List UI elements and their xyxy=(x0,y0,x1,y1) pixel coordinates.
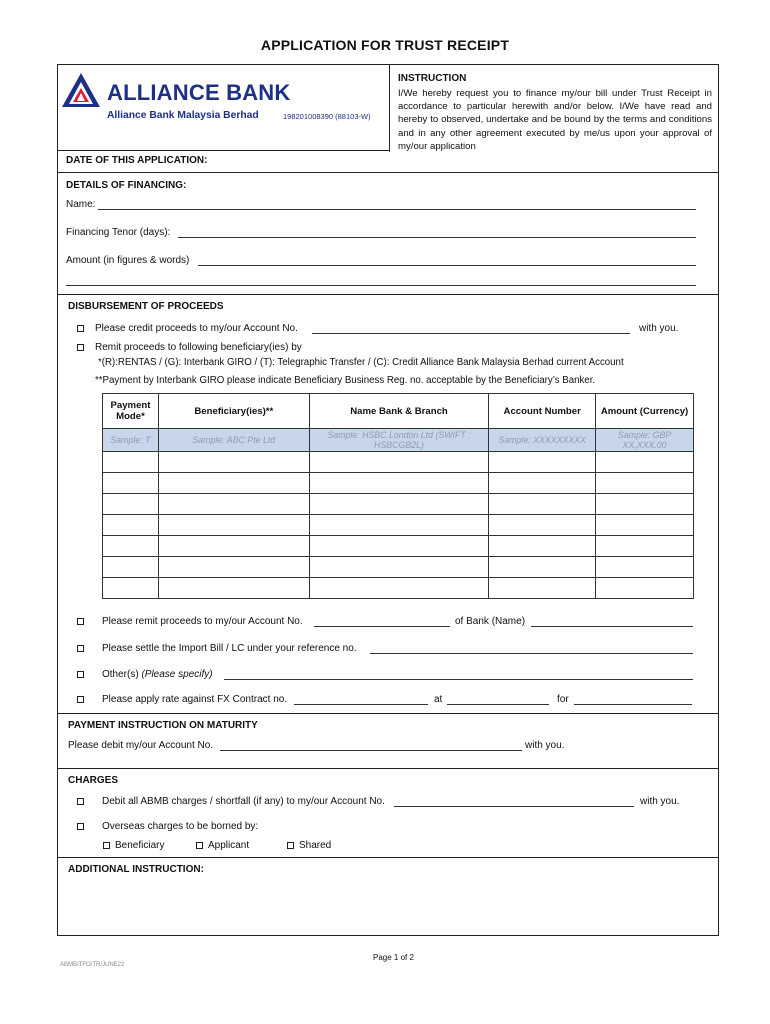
name-input[interactable] xyxy=(98,209,696,210)
cell-account-number-input[interactable] xyxy=(489,536,596,557)
fx-amount-input[interactable] xyxy=(574,704,692,705)
alliance-bank-logo-icon xyxy=(61,72,101,108)
section-rule xyxy=(57,768,719,769)
applicant-checkbox[interactable] xyxy=(196,842,203,849)
beneficiary-table xyxy=(102,393,694,599)
form-code: ABMB/TFO/TR/JUNE22 xyxy=(60,962,125,968)
cell-beneficiary-input[interactable] xyxy=(158,557,309,578)
maturity-heading: PAYMENT INSTRUCTION ON MATURITY xyxy=(68,720,258,731)
cell-amount-input[interactable] xyxy=(596,515,694,536)
bank-registration-no: 198201008390 (88103-W) xyxy=(283,112,371,121)
credit-account-input[interactable] xyxy=(312,333,630,334)
maturity-debit-suffix: with you. xyxy=(525,740,565,751)
cell-account-number-input[interactable] xyxy=(489,557,596,578)
cell-amount-input[interactable] xyxy=(596,494,694,515)
sample-bank-branch: Sample: HSBC London Ltd (SWIFT : HSBCGB2L) xyxy=(309,429,489,452)
cell-payment-mode-input[interactable] xyxy=(103,515,159,536)
remit-account-input[interactable] xyxy=(314,626,450,627)
charges-account-input[interactable] xyxy=(394,806,634,807)
beneficiary-checkbox[interactable] xyxy=(103,842,110,849)
cell-beneficiary-input[interactable] xyxy=(158,515,309,536)
cell-bank-branch-input[interactable] xyxy=(309,557,489,578)
date-of-application-label: DATE OF THIS APPLICATION: xyxy=(66,155,208,166)
instruction-body: I/We hereby request you to finance my/our bill under Trust Receipt in accordance to particular herewith and/or below. I/We have read and hereby to observed, undertake and be bound by the terms and conditions and in any other agreement executed by me/us upon your approval of my/our application xyxy=(398,88,712,152)
sample-amount: Sample: GBP XX,XXX.00 xyxy=(596,429,694,452)
settle-reference-input[interactable] xyxy=(370,653,693,654)
credit-account-suffix: with you. xyxy=(639,323,679,334)
col-bank-branch: Name Bank & Branch xyxy=(309,394,489,429)
cell-beneficiary-input[interactable] xyxy=(158,536,309,557)
cell-account-number-input[interactable] xyxy=(489,578,596,599)
others-input[interactable] xyxy=(224,679,693,680)
amount-words-input[interactable] xyxy=(66,285,696,286)
giro-note: **Payment by Interbank GIRO please indicate Beneficiary Business Reg. no. acceptable by the Beneficiary’s Banker. xyxy=(95,375,596,386)
table-row xyxy=(103,557,694,578)
others-label-group xyxy=(102,669,213,680)
cell-bank-branch-input[interactable] xyxy=(309,536,489,557)
table-row xyxy=(103,473,694,494)
cell-payment-mode-input[interactable] xyxy=(103,578,159,599)
others-label: Other(s) xyxy=(102,669,139,680)
additional-instruction-textarea[interactable] xyxy=(60,880,715,932)
others-hint: (Please specify) xyxy=(141,669,213,680)
bank-legal-name: Alliance Bank Malaysia Berhad xyxy=(107,110,259,121)
overseas-charges-label: Overseas charges to be borned by: xyxy=(102,821,259,832)
cell-beneficiary-input[interactable] xyxy=(158,452,309,473)
cell-payment-mode-input[interactable] xyxy=(103,473,159,494)
maturity-account-input[interactable] xyxy=(220,750,522,751)
disbursement-heading: DISBURSEMENT OF PROCEEDS xyxy=(68,301,224,312)
page-title: APPLICATION FOR TRUST RECEIPT xyxy=(260,37,510,53)
sample-row xyxy=(103,429,694,452)
name-label: Name: xyxy=(66,199,96,210)
cell-amount-input[interactable] xyxy=(596,578,694,599)
credit-account-label: Please credit proceeds to my/our Account No. xyxy=(95,323,298,334)
remit-beneficiary-label: Remit proceeds to following beneficiary(ies) by xyxy=(95,342,302,353)
amount-label: Amount (in figures & words) xyxy=(66,255,190,266)
cell-payment-mode-input[interactable] xyxy=(103,452,159,473)
cell-bank-branch-input[interactable] xyxy=(309,452,489,473)
overseas-charges-checkbox[interactable] xyxy=(77,823,84,830)
cell-amount-input[interactable] xyxy=(596,452,694,473)
maturity-debit-label: Please debit my/our Account No. xyxy=(68,740,214,751)
col-account-number: Account Number xyxy=(489,394,596,429)
table-row xyxy=(103,515,694,536)
settle-import-label: Please settle the Import Bill / LC under your reference no. xyxy=(102,643,357,654)
remit-beneficiary-checkbox[interactable] xyxy=(77,344,84,351)
fx-rate-input[interactable] xyxy=(447,704,549,705)
table-row xyxy=(103,452,694,473)
cell-amount-input[interactable] xyxy=(596,473,694,494)
section-rule xyxy=(57,172,719,173)
cell-account-number-input[interactable] xyxy=(489,473,596,494)
option-shared-label: Shared xyxy=(299,840,332,851)
date-of-application-input[interactable] xyxy=(214,152,384,168)
header-divider xyxy=(389,64,390,152)
bank-name-input[interactable] xyxy=(531,626,693,627)
fx-contract-label: Please apply rate against FX Contract no. xyxy=(102,694,288,705)
cell-bank-branch-input[interactable] xyxy=(309,515,489,536)
cell-payment-mode-input[interactable] xyxy=(103,536,159,557)
debit-charges-checkbox[interactable] xyxy=(77,798,84,805)
cell-bank-branch-input[interactable] xyxy=(309,473,489,494)
option-shared[interactable] xyxy=(287,840,331,851)
cell-bank-branch-input[interactable] xyxy=(309,578,489,599)
table-header-row xyxy=(103,394,694,429)
remit-account-checkbox[interactable] xyxy=(77,618,84,625)
charges-heading: CHARGES xyxy=(68,775,119,786)
cell-beneficiary-input[interactable] xyxy=(158,494,309,515)
table-row xyxy=(103,494,694,515)
amount-input[interactable] xyxy=(198,265,696,266)
col-beneficiary: Beneficiary(ies)** xyxy=(158,394,309,429)
remit-account-label: Please remit proceeds to my/our Account No. xyxy=(102,616,303,627)
col-amount: Amount (Currency) xyxy=(596,394,694,429)
cell-account-number-input[interactable] xyxy=(489,515,596,536)
table-row xyxy=(103,536,694,557)
of-bank-label: of Bank (Name) xyxy=(455,616,526,627)
cell-beneficiary-input[interactable] xyxy=(158,473,309,494)
cell-beneficiary-input[interactable] xyxy=(158,578,309,599)
sample-beneficiary: Sample: ABC Pte Ltd xyxy=(158,429,309,452)
debit-charges-label: Debit all ABMB charges / shortfall (if any) to my/our Account No. xyxy=(102,796,385,807)
section-rule xyxy=(57,857,719,858)
fx-at-label: at xyxy=(434,694,443,705)
cell-amount-input[interactable] xyxy=(596,536,694,557)
settle-import-checkbox[interactable] xyxy=(77,645,84,652)
table-row xyxy=(103,578,694,599)
additional-heading: ADDITIONAL INSTRUCTION: xyxy=(68,864,204,875)
others-checkbox[interactable] xyxy=(77,671,84,678)
cell-amount-input[interactable] xyxy=(596,557,694,578)
cell-payment-mode-input[interactable] xyxy=(103,557,159,578)
logo-bottom-rule xyxy=(57,150,389,151)
fx-contract-input[interactable] xyxy=(294,704,428,705)
financing-tenor-label: Financing Tenor (days): xyxy=(66,227,171,238)
cell-account-number-input[interactable] xyxy=(489,494,596,515)
option-applicant[interactable] xyxy=(196,840,249,851)
fx-for-label: for xyxy=(557,694,569,705)
col-payment-mode: Payment Mode* xyxy=(103,394,159,429)
sample-account-number: Sample: XXXXXXXXX xyxy=(489,429,596,452)
option-applicant-label: Applicant xyxy=(208,840,250,851)
payment-mode-note: *(R):RENTAS / (G): Interbank GIRO / (T): Telegraphic Transfer / (C): Credit Alliance Bank Malaysia Berhad current Account xyxy=(98,357,624,368)
instruction-heading: INSTRUCTION xyxy=(398,73,467,84)
section-rule xyxy=(57,713,719,714)
option-beneficiary-label: Beneficiary xyxy=(115,840,165,851)
financing-tenor-input[interactable] xyxy=(178,237,696,238)
section-rule xyxy=(57,294,719,295)
debit-charges-suffix: with you. xyxy=(640,796,680,807)
fx-contract-checkbox[interactable] xyxy=(77,696,84,703)
shared-checkbox[interactable] xyxy=(287,842,294,849)
cell-bank-branch-input[interactable] xyxy=(309,494,489,515)
financing-heading: DETAILS OF FINANCING: xyxy=(66,180,187,191)
cell-account-number-input[interactable] xyxy=(489,452,596,473)
sample-payment-mode: Sample: T xyxy=(103,429,159,452)
cell-payment-mode-input[interactable] xyxy=(103,494,159,515)
option-beneficiary[interactable] xyxy=(103,840,164,851)
page-number: Page 1 of 2 xyxy=(373,953,414,962)
bank-logo-text: ALLIANCE BANK xyxy=(107,80,291,105)
credit-account-checkbox[interactable] xyxy=(77,325,84,332)
